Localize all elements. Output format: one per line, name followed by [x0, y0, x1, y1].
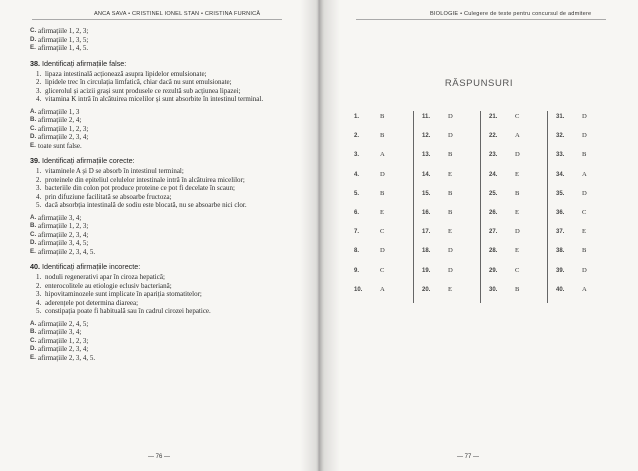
running-header-authors: ANCA SAVA • CRISTINEL IONEL STAN • CRISTINA FURNICĂ: [94, 11, 261, 17]
answer-number: 13.: [422, 152, 431, 159]
option-item: [30, 142, 300, 151]
question-title: [30, 262, 300, 271]
answer-item: [489, 226, 547, 245]
answer-column: [346, 111, 413, 303]
header-rule: [356, 19, 606, 20]
answer-item: [422, 226, 480, 245]
answer-number: 27.: [489, 229, 498, 236]
answer-letter: B: [380, 113, 385, 120]
answer-number: 16.: [422, 209, 431, 216]
option-letter: C.: [30, 336, 37, 344]
answer-item: [489, 188, 547, 207]
statement-number: 4.: [36, 192, 42, 201]
answer-item: [354, 284, 413, 303]
statement-item: [30, 193, 300, 202]
answer-letter: E: [515, 247, 520, 255]
option-text: afirmațiile 1, 4, 5.: [38, 44, 89, 52]
statement-item: [30, 184, 300, 193]
question-title: [30, 156, 300, 165]
answer-column: [547, 111, 614, 303]
statement-text: noduli regenerativi apar în ciroza hepatică;: [45, 273, 165, 281]
answer-item: [489, 111, 547, 130]
option-letter: E.: [30, 141, 36, 149]
option-letter: E.: [30, 247, 36, 255]
answer-item: [556, 265, 614, 284]
answer-letter: D: [582, 266, 587, 274]
statement-item: [30, 78, 300, 87]
answer-number: 25.: [489, 190, 498, 197]
answer-number: 6.: [354, 209, 360, 216]
statement-text: vitamina K intră în alcătuirea micelilor și sunt absorbite în intestinul terminal.: [45, 95, 264, 103]
answer-item: [422, 111, 480, 130]
option-letter: E.: [30, 44, 36, 51]
answer-number: 31.: [556, 114, 565, 120]
statement-item: [30, 290, 300, 299]
answer-number: 17.: [422, 229, 431, 236]
answer-key-table: [346, 111, 614, 303]
question-number: 40.: [30, 262, 40, 271]
answer-item: [354, 130, 413, 149]
answer-number: 26.: [489, 209, 498, 216]
answer-item: [354, 226, 413, 245]
statement-text: vitaminele A și D se absorb în intestinul terminal;: [45, 167, 184, 175]
statement-text: bacteriile din colon pot produce proteine ce pot fi decelate în scaun;: [45, 184, 235, 192]
option-text: afirmațiile 2, 3, 4;: [38, 345, 89, 353]
answer-letter: D: [448, 266, 453, 274]
statement-text: hipovitaminozele sunt implicate în apariția stomatitelor;: [45, 290, 202, 298]
answer-item: [556, 284, 614, 303]
answer-item: [489, 130, 547, 149]
option-letter: B.: [30, 222, 37, 229]
answer-number: 39.: [556, 267, 565, 274]
answer-item: [489, 207, 547, 226]
statement-item: [30, 201, 300, 210]
option-item: [30, 328, 300, 337]
answer-number: 5.: [354, 190, 360, 197]
statement-number: 3.: [36, 86, 42, 95]
statement-number: 1.: [36, 69, 42, 78]
option-letter: D.: [30, 239, 37, 246]
answer-number: 10.: [354, 286, 363, 293]
option-letter: C.: [30, 124, 37, 132]
option-letter: D.: [30, 133, 37, 140]
statement-number: 5.: [36, 307, 42, 315]
answer-letter: B: [448, 208, 453, 216]
answer-letter: A: [582, 285, 587, 293]
option-item: [30, 239, 300, 248]
answer-column: [480, 111, 547, 303]
answer-item: [422, 169, 480, 188]
answer-item: [489, 265, 547, 284]
question-text: Identificați afirmațiile corecte:: [42, 156, 135, 165]
statement-item: [30, 282, 300, 291]
answer-item: [489, 169, 547, 188]
statement-text: lipaza intestinală acționează asupra lipidelor emulsionate;: [45, 69, 207, 78]
answer-letter: D: [448, 247, 453, 255]
question-40: [30, 262, 300, 362]
answer-number: 8.: [354, 248, 360, 255]
option-item: [30, 231, 300, 240]
answer-column: [413, 111, 480, 303]
previous-question-options: [30, 27, 300, 53]
left-page: [0, 0, 318, 471]
answer-letter: B: [582, 247, 587, 255]
option-text: afirmațiile 1, 2, 3;: [38, 222, 89, 230]
answer-number: 29.: [489, 267, 498, 274]
answer-number: 22.: [489, 133, 498, 140]
answer-letter: C: [515, 113, 520, 120]
statement-text: constipația poate fi habituală sau în cadrul cirozei hepatice.: [45, 307, 211, 315]
option-item: [30, 320, 300, 329]
question-title: [30, 59, 300, 68]
answer-number: 7.: [354, 229, 360, 236]
answer-letter: D: [380, 247, 385, 255]
option-item: [30, 36, 300, 45]
option-item: [30, 214, 300, 223]
answer-number: 37.: [556, 229, 565, 236]
question-text: Identificați afirmațiile false:: [42, 58, 127, 68]
answer-number: 11.: [422, 114, 431, 120]
answer-number: 18.: [422, 248, 431, 255]
answers-title: RĂSPUNSURI: [444, 78, 514, 89]
answer-number: 4.: [354, 171, 360, 178]
option-letter: D.: [30, 35, 37, 43]
option-letter: A.: [30, 213, 37, 221]
statement-number: 2.: [36, 281, 42, 290]
option-text: afirmațiile 2, 3, 4, 5.: [38, 247, 96, 256]
answer-item: [422, 207, 480, 226]
statement-item: [30, 87, 300, 96]
option-text: afirmațiile 2, 3, 4;: [38, 230, 89, 239]
statement-item: [30, 307, 300, 316]
answer-item: [422, 149, 480, 168]
answer-letter: B: [515, 189, 520, 197]
option-item: [30, 222, 300, 231]
statement-number: 5.: [36, 201, 42, 209]
page-number: — 76 —: [148, 454, 171, 460]
statement-number: 2.: [36, 78, 42, 86]
answer-letter: A: [380, 151, 385, 159]
answer-letter: B: [380, 132, 385, 140]
answer-number: 36.: [556, 209, 565, 216]
statement-text: glicerolul și acizii grași sunt produsele ce rezultă sub acțiunea lipazei;: [45, 86, 241, 95]
answer-number: 30.: [489, 286, 498, 293]
option-text: afirmațiile 3, 4;: [38, 213, 82, 222]
answer-letter: B: [380, 189, 385, 197]
answer-number: 2.: [354, 133, 360, 140]
answer-letter: D: [380, 170, 385, 178]
answer-letter: A: [582, 170, 587, 178]
answer-item: [354, 111, 413, 130]
answer-item: [556, 226, 614, 245]
answer-item: [422, 245, 480, 264]
option-item: [30, 125, 300, 134]
option-item: [30, 27, 300, 36]
answer-letter: C: [582, 208, 587, 216]
answer-letter: B: [448, 151, 453, 159]
option-letter: B.: [30, 328, 37, 335]
answer-item: [489, 245, 547, 264]
option-item: [30, 44, 300, 53]
answer-number: 35.: [556, 190, 565, 197]
answer-number: 24.: [489, 171, 498, 178]
answer-number: 28.: [489, 248, 498, 255]
statement-number: 4.: [36, 298, 42, 307]
right-page: [320, 0, 638, 471]
option-text: afirmațiile 1, 2, 3;: [38, 27, 89, 35]
answer-letter: D: [582, 189, 587, 197]
answer-letter: D: [515, 228, 520, 236]
option-text: afirmațiile 1, 3, 5;: [38, 35, 89, 44]
option-text: afirmațiile 2, 4, 5;: [38, 319, 89, 328]
statement-number: 3.: [36, 290, 42, 298]
option-letter: D.: [30, 345, 37, 352]
answer-item: [354, 188, 413, 207]
answer-item: [556, 207, 614, 226]
answer-letter: E: [515, 170, 520, 178]
question-38: [30, 59, 300, 151]
option-item: [30, 345, 300, 354]
option-letter: E.: [30, 353, 36, 361]
answer-letter: D: [515, 151, 520, 159]
option-letter: A.: [30, 319, 37, 327]
answer-letter: E: [515, 208, 520, 216]
option-item: [30, 116, 300, 125]
answer-item: [422, 188, 480, 207]
question-number: 39.: [30, 156, 40, 165]
answer-number: 20.: [422, 286, 431, 293]
answer-number: 34.: [556, 171, 565, 178]
option-text: afirmațiile 3, 4;: [38, 328, 82, 336]
answer-letter: D: [448, 132, 453, 140]
answer-letter: C: [515, 266, 520, 274]
answer-letter: D: [582, 132, 587, 140]
statement-text: aderențele pot determina diareea;: [45, 298, 139, 307]
answer-item: [556, 169, 614, 188]
option-letter: C.: [30, 27, 37, 34]
answer-item: [354, 207, 413, 226]
option-item: [30, 133, 300, 142]
statement-item: [30, 176, 300, 185]
statement-number: 1.: [36, 167, 42, 175]
statement-number: 3.: [36, 184, 42, 192]
statement-number: 4.: [36, 95, 42, 103]
statement-item: [30, 70, 300, 79]
answer-item: [556, 188, 614, 207]
statement-text: proteinele din epiteliul celulelor intestinale intră în alcătuirea micelilor;: [45, 175, 245, 184]
answer-letter: C: [380, 266, 385, 274]
answer-letter: D: [582, 113, 587, 120]
answer-number: 15.: [422, 190, 431, 197]
answer-item: [422, 130, 480, 149]
answer-letter: E: [448, 285, 453, 293]
option-text: afirmațiile 1, 2, 3;: [38, 124, 89, 133]
answer-item: [354, 265, 413, 284]
option-text: toate sunt false.: [38, 141, 82, 150]
answer-item: [556, 111, 614, 130]
option-item: [30, 248, 300, 257]
answer-number: 23.: [489, 152, 498, 159]
answer-item: [489, 149, 547, 168]
answer-item: [556, 130, 614, 149]
answer-letter: E: [448, 170, 453, 178]
statement-text: enterocolitele au etiologie eclusiv bacteriană;: [45, 281, 172, 290]
answer-number: 21.: [489, 114, 498, 120]
answer-number: 32.: [556, 133, 565, 140]
answer-item: [354, 149, 413, 168]
answer-letter: C: [380, 228, 385, 236]
option-text: afirmațiile 3, 4, 5;: [38, 239, 89, 247]
answer-item: [489, 284, 547, 303]
questions-content: [30, 27, 300, 362]
option-letter: C.: [30, 230, 37, 238]
option-item: [30, 354, 300, 363]
statement-number: 2.: [36, 175, 42, 184]
option-letter: A.: [30, 107, 37, 115]
book-spine-shadow: [300, 0, 340, 471]
answer-item: [422, 265, 480, 284]
page-number: — 77 —: [457, 454, 480, 460]
answer-number: 12.: [422, 133, 431, 140]
answer-letter: A: [515, 132, 520, 140]
answer-number: 38.: [556, 248, 565, 255]
answer-letter: B: [582, 151, 587, 159]
option-item: [30, 337, 300, 346]
option-item: [30, 108, 300, 117]
option-text: afirmațiile 1, 3: [38, 107, 80, 116]
statement-number: 1.: [36, 273, 42, 281]
statement-item: [30, 95, 300, 104]
statement-text: dacă absorbția intestinală de sodiu este blocată, nu se absoarbe nici clor.: [45, 201, 247, 209]
option-text: afirmațiile 1, 2, 3;: [38, 336, 89, 345]
answer-letter: A: [380, 285, 385, 293]
option-text: afirmațiile 2, 4;: [38, 116, 82, 124]
option-letter: B.: [30, 116, 37, 123]
answer-number: 1.: [354, 114, 360, 120]
statement-item: [30, 273, 300, 282]
statement-text: prin difuziune facilitată se absoarbe fructoza;: [45, 192, 172, 201]
answer-item: [354, 245, 413, 264]
question-number: 38.: [30, 58, 40, 68]
answer-number: 19.: [422, 267, 431, 274]
answer-number: 3.: [354, 152, 360, 159]
answer-number: 33.: [556, 152, 565, 159]
answer-number: 14.: [422, 171, 431, 178]
running-header-book-title: BIOLOGIE • Culegere de teste pentru concursul de admitere: [430, 11, 592, 17]
answer-number: 9.: [354, 267, 360, 274]
answer-letter: E: [582, 228, 587, 236]
answer-item: [422, 284, 480, 303]
answer-item: [556, 245, 614, 264]
option-text: afirmațiile 2, 3, 4, 5.: [38, 353, 96, 362]
answer-letter: E: [380, 208, 385, 216]
answer-item: [354, 169, 413, 188]
header-rule: [32, 19, 282, 20]
statement-item: [30, 299, 300, 308]
answer-letter: B: [515, 285, 520, 293]
question-text: Identificați afirmațiile incorecte:: [42, 262, 141, 271]
option-text: afirmațiile 2, 3, 4;: [38, 133, 89, 141]
statement-text: lipidele trec în circulația limfatică, chiar dacă nu sunt emulsionate;: [45, 78, 232, 86]
answer-letter: B: [448, 189, 453, 197]
answer-letter: E: [448, 228, 453, 236]
answer-item: [556, 149, 614, 168]
answer-number: 40.: [556, 286, 565, 293]
statement-item: [30, 167, 300, 176]
answer-letter: D: [448, 113, 453, 120]
question-39: [30, 156, 300, 256]
